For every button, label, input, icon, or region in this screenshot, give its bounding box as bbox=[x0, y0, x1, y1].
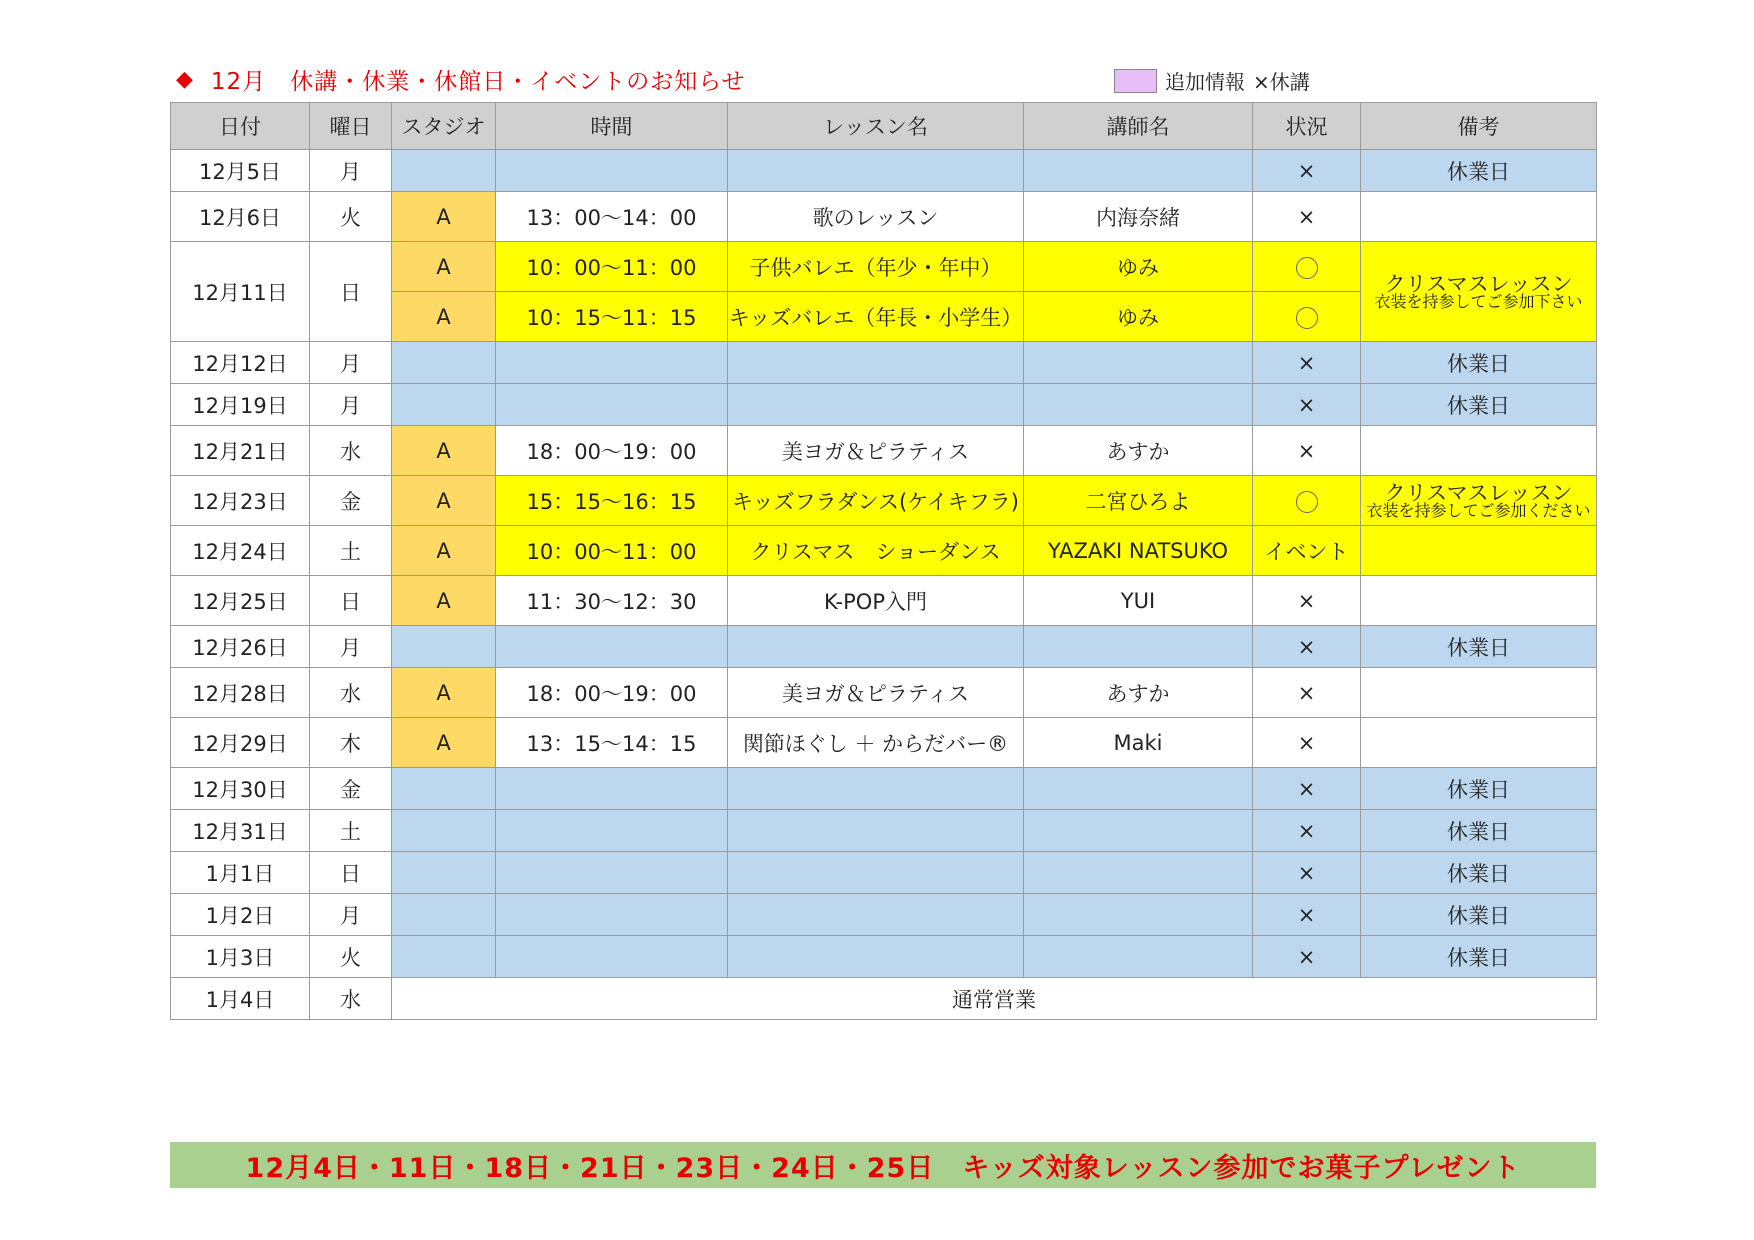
teacher-cell: あすか bbox=[1024, 426, 1253, 476]
table-row bbox=[171, 936, 1597, 978]
studio-cell bbox=[392, 342, 496, 384]
studio-cell: A bbox=[392, 192, 496, 242]
status-cell: × bbox=[1253, 342, 1361, 384]
status-cell: × bbox=[1253, 810, 1361, 852]
date-cell: 12月30日 bbox=[171, 768, 310, 810]
time-cell bbox=[496, 810, 728, 852]
date-cell: 12月21日 bbox=[171, 426, 310, 476]
table-row bbox=[171, 894, 1597, 936]
date-cell: 12月25日 bbox=[171, 576, 310, 626]
date-cell: 12月6日 bbox=[171, 192, 310, 242]
table-row bbox=[171, 384, 1597, 426]
teacher-cell bbox=[1024, 384, 1253, 426]
lesson-cell bbox=[728, 852, 1024, 894]
col-header-lesson: レッスン名 bbox=[728, 103, 1024, 150]
note-cell bbox=[1361, 526, 1597, 576]
lesson-cell: K-POP入門 bbox=[728, 576, 1024, 626]
lesson-cell: 美ヨガ＆ピラティス bbox=[728, 426, 1024, 476]
weekday-cell: 土 bbox=[310, 810, 392, 852]
studio-cell: A bbox=[392, 718, 496, 768]
lesson-cell bbox=[728, 384, 1024, 426]
date-cell: 12月23日 bbox=[171, 476, 310, 526]
date-cell: 12月31日 bbox=[171, 810, 310, 852]
note-cell bbox=[1361, 718, 1597, 768]
teacher-cell: YAZAKI NATSUKO bbox=[1024, 526, 1253, 576]
teacher-cell: YUI bbox=[1024, 576, 1253, 626]
date-cell: 1月4日 bbox=[171, 978, 310, 1020]
date-cell: 12月19日 bbox=[171, 384, 310, 426]
table-row bbox=[171, 810, 1597, 852]
col-header-date: 日付 bbox=[171, 103, 310, 150]
note-cell: 休業日 bbox=[1361, 150, 1597, 192]
note-main: クリスマスレッスン bbox=[1384, 271, 1573, 296]
status-cell: イベント bbox=[1253, 526, 1361, 576]
time-cell: 18：00～19：00 bbox=[496, 426, 728, 476]
lesson-cell: 関節ほぐし ＋ からだバー® bbox=[728, 718, 1024, 768]
table-row bbox=[171, 342, 1597, 384]
studio-cell: A bbox=[392, 576, 496, 626]
weekday-cell: 金 bbox=[310, 768, 392, 810]
legend-label: 追加情報 bbox=[1165, 70, 1245, 94]
studio-cell bbox=[392, 936, 496, 978]
weekday-cell: 月 bbox=[310, 626, 392, 668]
time-cell bbox=[496, 936, 728, 978]
teacher-cell bbox=[1024, 150, 1253, 192]
time-cell: 15：15～16：15 bbox=[496, 476, 728, 526]
studio-cell: A bbox=[392, 426, 496, 476]
weekday-cell: 月 bbox=[310, 342, 392, 384]
date-cell: 12月29日 bbox=[171, 718, 310, 768]
lesson-cell: 歌のレッスン bbox=[728, 192, 1024, 242]
teacher-cell: Maki bbox=[1024, 718, 1253, 768]
lesson-cell: 美ヨガ＆ピラティス bbox=[728, 668, 1024, 718]
note-cell bbox=[1361, 242, 1597, 342]
status-cell bbox=[1253, 292, 1361, 342]
weekday-cell: 水 bbox=[310, 978, 392, 1020]
table-row bbox=[171, 476, 1597, 526]
time-cell: 13：00～14：00 bbox=[496, 192, 728, 242]
weekday-cell: 火 bbox=[310, 936, 392, 978]
studio-cell: A bbox=[392, 668, 496, 718]
weekday-cell: 月 bbox=[310, 894, 392, 936]
note-cell bbox=[1361, 192, 1597, 242]
note-cell bbox=[1361, 576, 1597, 626]
schedule-table bbox=[170, 102, 1597, 1020]
weekday-cell: 水 bbox=[310, 668, 392, 718]
status-cell: × bbox=[1253, 852, 1361, 894]
teacher-cell: ゆみ bbox=[1024, 292, 1253, 342]
date-cell: 12月5日 bbox=[171, 150, 310, 192]
col-header-day: 曜日 bbox=[310, 103, 392, 150]
note-cell: 休業日 bbox=[1361, 936, 1597, 978]
date-cell: 12月12日 bbox=[171, 342, 310, 384]
status-cell: × bbox=[1253, 426, 1361, 476]
circle-icon bbox=[1296, 257, 1318, 279]
status-cell: × bbox=[1253, 150, 1361, 192]
table-row bbox=[171, 768, 1597, 810]
lesson-cell: キッズフラダンス(ケイキフラ) bbox=[728, 476, 1024, 526]
lesson-cell bbox=[728, 342, 1024, 384]
footer-banner: 12月4日・11日・18日・21日・23日・24日・25日 キッズ対象レッスン参加でお菓子プレゼント bbox=[170, 1142, 1596, 1188]
time-cell: 10：00～11：00 bbox=[496, 526, 728, 576]
note-sub: 衣装を持参してご参加ください bbox=[1366, 500, 1591, 520]
teacher-cell: ゆみ bbox=[1024, 242, 1253, 292]
time-cell bbox=[496, 150, 728, 192]
col-header-studio: スタジオ bbox=[392, 103, 496, 150]
studio-cell bbox=[392, 852, 496, 894]
table-row bbox=[171, 668, 1597, 718]
time-cell bbox=[496, 768, 728, 810]
note-cell: 通常営業 bbox=[392, 978, 1597, 1020]
col-header-note: 備考 bbox=[1361, 103, 1597, 150]
note-cell bbox=[1361, 476, 1597, 526]
table-row bbox=[171, 192, 1597, 242]
note-cell: 休業日 bbox=[1361, 810, 1597, 852]
note-cell: 休業日 bbox=[1361, 894, 1597, 936]
teacher-cell: 二宮ひろよ bbox=[1024, 476, 1253, 526]
weekday-cell: 土 bbox=[310, 526, 392, 576]
time-cell: 10：00～11：00 bbox=[496, 242, 728, 292]
note-cell bbox=[1361, 426, 1597, 476]
col-header-teacher: 講師名 bbox=[1024, 103, 1253, 150]
weekday-cell: 月 bbox=[310, 150, 392, 192]
date-cell: 12月28日 bbox=[171, 668, 310, 718]
status-cell bbox=[1253, 242, 1361, 292]
date-cell: 12月26日 bbox=[171, 626, 310, 668]
legend bbox=[1114, 66, 1310, 95]
table-body bbox=[171, 150, 1597, 1020]
table-row bbox=[171, 426, 1597, 476]
weekday-cell: 金 bbox=[310, 476, 392, 526]
circle-icon bbox=[1296, 307, 1318, 329]
legend-swatch bbox=[1114, 69, 1157, 93]
studio-cell: A bbox=[392, 476, 496, 526]
note-main: クリスマスレッスン bbox=[1384, 480, 1573, 505]
teacher-cell bbox=[1024, 852, 1253, 894]
weekday-cell: 日 bbox=[310, 242, 392, 342]
note-sub: 衣装を持参してご参加下さい bbox=[1374, 291, 1583, 311]
table-row bbox=[171, 718, 1597, 768]
note-cell: 休業日 bbox=[1361, 626, 1597, 668]
status-cell bbox=[1253, 476, 1361, 526]
weekday-cell: 火 bbox=[310, 192, 392, 242]
title-row bbox=[176, 62, 746, 96]
studio-cell bbox=[392, 810, 496, 852]
lesson-cell bbox=[728, 626, 1024, 668]
circle-icon bbox=[1296, 491, 1318, 513]
status-cell: × bbox=[1253, 718, 1361, 768]
weekday-cell: 月 bbox=[310, 384, 392, 426]
time-cell bbox=[496, 852, 728, 894]
status-cell: × bbox=[1253, 192, 1361, 242]
teacher-cell bbox=[1024, 894, 1253, 936]
lesson-cell bbox=[728, 150, 1024, 192]
status-cell: × bbox=[1253, 668, 1361, 718]
status-cell: × bbox=[1253, 768, 1361, 810]
table-row bbox=[171, 526, 1597, 576]
teacher-cell bbox=[1024, 768, 1253, 810]
table-row bbox=[171, 978, 1597, 1020]
teacher-cell bbox=[1024, 342, 1253, 384]
status-cell: × bbox=[1253, 626, 1361, 668]
lesson-cell bbox=[728, 810, 1024, 852]
studio-cell bbox=[392, 894, 496, 936]
date-cell: 1月3日 bbox=[171, 936, 310, 978]
time-cell: 11：30～12：30 bbox=[496, 576, 728, 626]
col-header-time: 時間 bbox=[496, 103, 728, 150]
time-cell bbox=[496, 384, 728, 426]
teacher-cell bbox=[1024, 626, 1253, 668]
teacher-cell bbox=[1024, 936, 1253, 978]
table-row bbox=[171, 626, 1597, 668]
lesson-cell: キッズバレエ（年長・小学生） bbox=[728, 292, 1024, 342]
note-cell: 休業日 bbox=[1361, 768, 1597, 810]
date-cell: 12月24日 bbox=[171, 526, 310, 576]
status-cell: × bbox=[1253, 894, 1361, 936]
header-row bbox=[171, 103, 1597, 150]
date-cell: 1月2日 bbox=[171, 894, 310, 936]
table-row bbox=[171, 852, 1597, 894]
lesson-cell: 子供バレエ（年少・年中） bbox=[728, 242, 1024, 292]
note-cell bbox=[1361, 668, 1597, 718]
weekday-cell: 水 bbox=[310, 426, 392, 476]
status-cell: × bbox=[1253, 576, 1361, 626]
diamond-icon: ◆ bbox=[176, 66, 193, 92]
table-row bbox=[171, 150, 1597, 192]
note-cell: 休業日 bbox=[1361, 342, 1597, 384]
status-cell: × bbox=[1253, 936, 1361, 978]
time-cell bbox=[496, 342, 728, 384]
weekday-cell: 日 bbox=[310, 576, 392, 626]
lesson-cell: クリスマス ショーダンス bbox=[728, 526, 1024, 576]
status-cell: × bbox=[1253, 384, 1361, 426]
lesson-cell bbox=[728, 894, 1024, 936]
time-cell bbox=[496, 626, 728, 668]
date-cell: 12月11日 bbox=[171, 242, 310, 342]
col-header-status: 状況 bbox=[1253, 103, 1361, 150]
note-cell: 休業日 bbox=[1361, 384, 1597, 426]
teacher-cell: 内海奈緒 bbox=[1024, 192, 1253, 242]
lesson-cell bbox=[728, 936, 1024, 978]
teacher-cell bbox=[1024, 810, 1253, 852]
table-row bbox=[171, 576, 1597, 626]
studio-cell: A bbox=[392, 292, 496, 342]
studio-cell: A bbox=[392, 242, 496, 292]
time-cell: 13：15～14：15 bbox=[496, 718, 728, 768]
weekday-cell: 日 bbox=[310, 852, 392, 894]
time-cell: 18：00～19：00 bbox=[496, 668, 728, 718]
date-cell: 1月1日 bbox=[171, 852, 310, 894]
studio-cell bbox=[392, 626, 496, 668]
page-title: 12月 休講・休業・休館日・イベントのお知らせ bbox=[210, 68, 746, 95]
teacher-cell: あすか bbox=[1024, 668, 1253, 718]
time-cell: 10：15～11：15 bbox=[496, 292, 728, 342]
legend-cancel: ×休講 bbox=[1253, 70, 1310, 94]
lesson-cell bbox=[728, 768, 1024, 810]
table-row bbox=[171, 242, 1597, 292]
time-cell bbox=[496, 894, 728, 936]
studio-cell bbox=[392, 768, 496, 810]
weekday-cell: 木 bbox=[310, 718, 392, 768]
studio-cell bbox=[392, 150, 496, 192]
note-cell: 休業日 bbox=[1361, 852, 1597, 894]
studio-cell bbox=[392, 384, 496, 426]
studio-cell: A bbox=[392, 526, 496, 576]
